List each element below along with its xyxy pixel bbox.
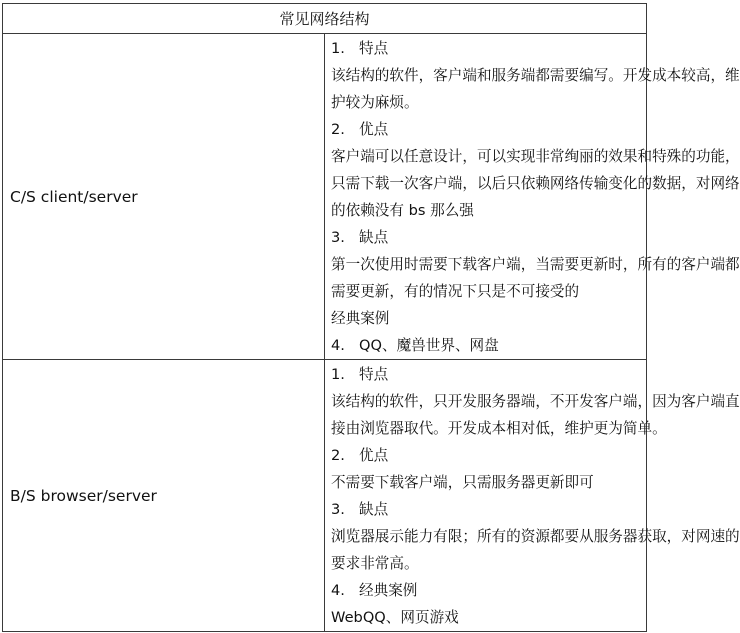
- numbered-heading-line: [331, 116, 642, 143]
- text-line: [331, 523, 740, 550]
- table-header-row: [3, 4, 647, 34]
- row-label-bs: B/S browser/server: [3, 360, 325, 632]
- table-row-cs: [3, 34, 647, 360]
- text-line: [331, 170, 740, 197]
- line-text: 接由浏览器取代。开发成本相对低，维护更为简单。: [331, 420, 667, 437]
- line-text: 缺点: [359, 229, 389, 246]
- list-number: 2.: [331, 121, 345, 138]
- row-content-cs: [325, 34, 740, 360]
- line-text: 经典案例: [331, 310, 390, 327]
- line-text: 要求非常高。: [331, 555, 419, 572]
- numbered-heading-line: [331, 224, 642, 251]
- line-text: 经典案例: [359, 582, 418, 599]
- numbered-heading-line: [331, 361, 642, 388]
- line-text: 第一次使用时需要下载客户端，当需要更新时，所有的客户端都: [331, 256, 740, 273]
- line-text: WebQQ、网页游戏: [331, 609, 459, 626]
- line-text: 特点: [359, 40, 389, 57]
- text-line: [331, 197, 642, 224]
- text-line: [331, 278, 642, 305]
- table-row-bs: [3, 360, 647, 632]
- line-text: 不需要下载客户端，只需服务器更新即可: [331, 474, 594, 491]
- text-line: [331, 305, 642, 332]
- list-number: 1.: [331, 366, 345, 383]
- list-number: 3.: [331, 229, 345, 246]
- network-structures-table: [2, 3, 740, 632]
- line-text: 优点: [359, 121, 389, 138]
- list-number: 1.: [331, 40, 345, 57]
- text-line: [331, 469, 642, 496]
- numbered-heading-line: [331, 442, 642, 469]
- text-line: [331, 89, 642, 116]
- text-line: [331, 550, 642, 577]
- numbered-heading-line: [331, 577, 642, 604]
- line-text: 浏览器展示能力有限；所有的资源都要从服务器获取，对网速的: [331, 528, 740, 545]
- line-text: 护较为麻烦。: [331, 94, 419, 111]
- text-line: [331, 143, 740, 170]
- list-number: 4.: [331, 582, 345, 599]
- line-text: 优点: [359, 447, 389, 464]
- line-text: 客户端可以任意设计，可以实现非常绚丽的效果和特殊的功能，: [331, 148, 740, 165]
- text-line: [331, 604, 642, 631]
- text-line: [331, 388, 740, 415]
- line-text: 特点: [359, 366, 389, 383]
- list-number: 2.: [331, 447, 345, 464]
- numbered-heading-line: [331, 496, 642, 523]
- row-label-cs: C/S client/server: [3, 34, 325, 360]
- numbered-heading-line: [331, 35, 642, 62]
- line-text: 只需下载一次客户端，以后只依赖网络传输变化的数据，对网络: [331, 175, 740, 192]
- text-line: [331, 415, 667, 442]
- table-title: 常见网络结构: [3, 4, 647, 34]
- line-text: 的依赖没有 bs 那么强: [331, 202, 474, 219]
- text-line: [331, 251, 740, 278]
- numbered-heading-line: [331, 332, 642, 359]
- line-text: 缺点: [359, 501, 389, 518]
- line-text: 该结构的软件，只开发服务器端，不开发客户端，因为客户端直: [331, 393, 740, 410]
- row-content-bs: [325, 360, 740, 632]
- line-text: QQ、魔兽世界、网盘: [359, 337, 499, 354]
- list-number: 3.: [331, 501, 345, 518]
- list-number: 4.: [331, 337, 345, 354]
- text-line: [331, 62, 740, 89]
- line-text: 需要更新，有的情况下只是不可接受的: [331, 283, 580, 300]
- line-text: 该结构的软件，客户端和服务端都需要编写。开发成本较高，维: [331, 67, 740, 84]
